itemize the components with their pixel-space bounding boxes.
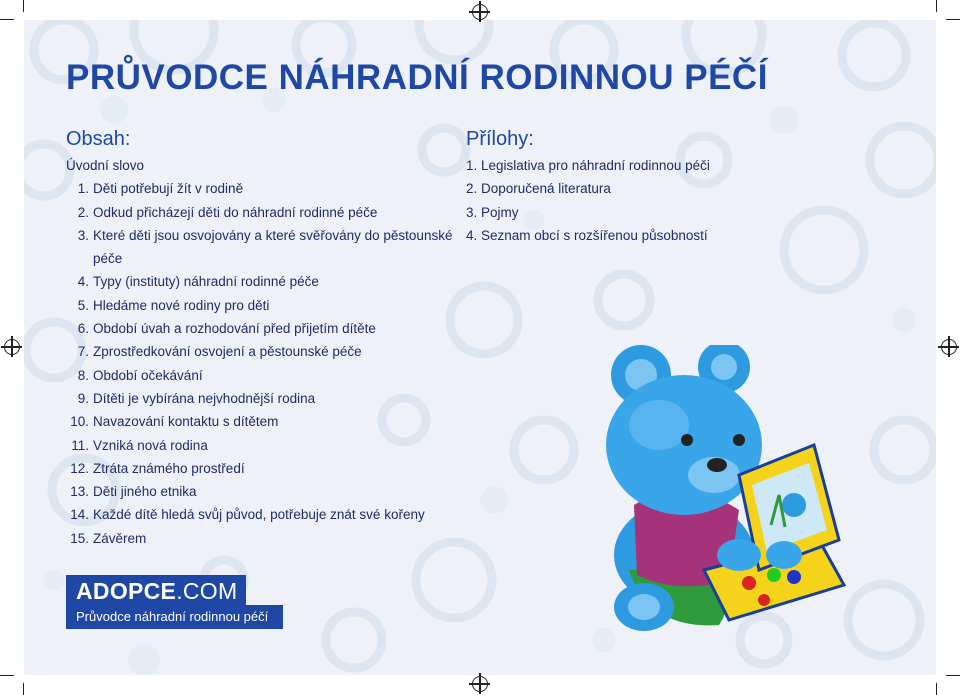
adopce-logo [66, 575, 246, 607]
list-item [66, 387, 486, 410]
list-item [66, 480, 486, 503]
item-text: Hledáme nové rodiny pro děti [93, 297, 270, 313]
item-number: 1. [77, 181, 89, 197]
list-item [66, 317, 486, 340]
list-item [66, 434, 486, 457]
registration-mark-right [941, 339, 957, 355]
bear-with-laptop-illustration [589, 345, 859, 635]
item-text: Období úvah a rozhodování před přijetím dítěte [93, 321, 376, 337]
item-number: 8. [77, 367, 89, 383]
item-text: Navazování kontaktu s dítětem [93, 414, 279, 430]
item-number: 7. [77, 344, 89, 360]
list-item: 3. Pojmy [466, 204, 519, 220]
item-text: Období očekávání [93, 367, 203, 383]
list-item: 4. Seznam obcí s rozšířenou působností [466, 227, 708, 243]
item-text: Děti potřebují žít v rodině [93, 181, 244, 197]
list-item [66, 270, 486, 293]
list-item [66, 294, 486, 317]
registration-mark-top [472, 4, 488, 20]
item-text: Typy (instituty) náhradní rodinné péče [93, 274, 319, 290]
item-number: 4. [77, 274, 89, 290]
item-number: 2. [77, 204, 89, 220]
list-item [66, 177, 486, 200]
item-text: Ztráta známého prostředí [93, 460, 245, 476]
item-text: Děti jiného etnika [93, 484, 197, 500]
item-text: Odkud přicházejí děti do náhradní rodinné péče [93, 204, 378, 220]
logo-brand-bold: ADOPCE [76, 578, 177, 604]
list-item [66, 340, 486, 363]
appendices-list [466, 154, 710, 247]
item-number: 9. [77, 390, 89, 406]
list-item [66, 527, 486, 550]
item-text: Závěrem [93, 530, 147, 546]
logo-subtitle: Průvodce náhradní rodinnou péčí [66, 605, 283, 629]
item-number: 10. [70, 414, 89, 430]
crop-mark-tl-h [0, 19, 14, 20]
item-number: 6. [77, 321, 89, 337]
contents-heading: Obsah: [66, 128, 131, 150]
crop-mark-tl-v [23, 0, 24, 12]
list-item [66, 503, 486, 526]
list-item [66, 201, 486, 224]
crop-mark-bl-h [0, 675, 14, 676]
crop-mark-tr-h [946, 19, 960, 20]
list-item [66, 224, 486, 247]
item-number: 15. [70, 530, 89, 546]
list-item [66, 457, 486, 480]
item-text: Vzniká nová rodina [93, 437, 208, 453]
item-number: 14. [70, 507, 89, 523]
registration-mark-bottom [472, 676, 488, 692]
crop-mark-tr-v [936, 0, 937, 12]
item-text: Zprostředkování osvojení a pěstounské péče [93, 344, 362, 360]
appendices-heading: Přílohy: [466, 128, 534, 150]
crop-mark-br-v [936, 683, 937, 695]
list-item [66, 410, 486, 433]
registration-mark-left [4, 339, 20, 355]
item-text: Každé dítě hledá svůj původ, potřebuje znát své kořeny [93, 507, 425, 523]
list-item [66, 364, 486, 387]
list-item-continuation: péče [93, 251, 123, 267]
item-number: 3. [77, 227, 89, 243]
list-item: 1. Legislativa pro náhradní rodinnou péči [466, 158, 710, 173]
crop-mark-bl-v [23, 683, 24, 695]
item-text: Dítěti je vybírána nejvhodnější rodina [93, 390, 316, 406]
contents-intro: Úvodní slovo [66, 158, 145, 173]
page-title: PRŮVODCE NÁHRADNÍ RODINNOU PÉČÍ [66, 58, 768, 97]
item-number: 12. [70, 460, 89, 476]
crop-mark-br-h [946, 675, 960, 676]
logo-brand-thin: .COM [176, 578, 238, 604]
item-text: Které děti jsou osvojovány a které svěřovány do pěstounské [93, 227, 453, 243]
item-number: 11. [71, 437, 89, 453]
contents-list [66, 154, 486, 550]
item-number: 5. [77, 297, 89, 313]
item-number: 13. [70, 484, 89, 500]
list-item: 2. Doporučená literatura [466, 181, 611, 197]
